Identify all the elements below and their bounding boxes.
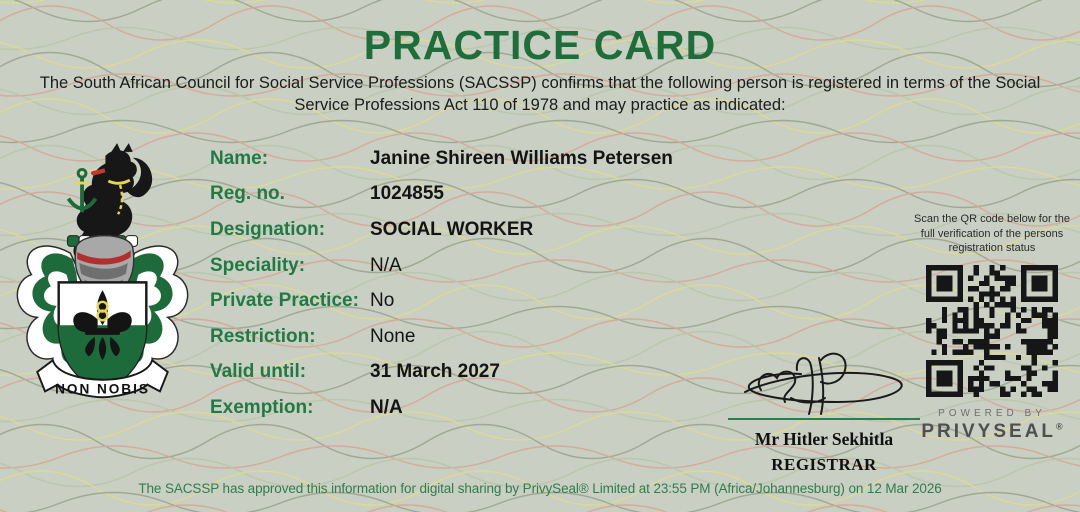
field-label: Designation: — [210, 218, 326, 240]
field-row — [210, 177, 710, 213]
signature-image — [731, 352, 917, 416]
privyseal-wordmark: PRIVYSEAL — [921, 420, 1057, 442]
field-label: Private Practice: — [210, 290, 359, 312]
qr-code — [926, 265, 1058, 397]
field-label: Speciality: — [210, 254, 306, 276]
signature-underline — [728, 418, 920, 420]
field-value: SOCIAL WORKER — [370, 218, 534, 240]
card-subtitle: The South African Council for Social Service Professions (SACSSP) confirms that the following person is registered in terms of the Social Service Professions Act 110 of 1978 and may practice as indicated: — [39, 74, 1041, 114]
qr-instruction-text: Scan the QR code below for the full verification of the persons registration status — [914, 213, 1070, 254]
privyseal-brand — [908, 421, 1076, 443]
registrar-signature-block — [728, 352, 920, 475]
field-label: Reg. no. — [210, 183, 285, 205]
field-row — [210, 141, 710, 177]
field-value: No — [370, 290, 395, 312]
field-row — [210, 319, 710, 355]
field-row — [210, 212, 710, 248]
field-label: Valid until: — [210, 361, 307, 383]
field-row — [210, 355, 710, 391]
field-label: Exemption: — [210, 396, 314, 418]
registrar-name: Mr Hitler Sekhitla — [754, 429, 894, 449]
field-label: Restriction: — [210, 325, 316, 347]
registration-fields — [210, 141, 710, 426]
field-value: Janine Shireen Williams Petersen — [370, 147, 673, 169]
field-value: None — [370, 325, 416, 347]
powered-by-label: POWERED BY — [938, 407, 1046, 419]
registered-mark: ® — [1056, 421, 1063, 432]
approval-footer-text: The SACSSP has approved this information for digital sharing by PrivySeal® Limited at 23:55 PM (Africa/Johannesburg) on 12 Mar 2026 — [138, 481, 942, 496]
verification-panel — [908, 212, 1076, 443]
field-row — [210, 390, 710, 426]
field-value: N/A — [370, 396, 403, 418]
field-value: 1024855 — [370, 183, 444, 205]
field-value: N/A — [370, 254, 402, 276]
motto-text: NON NOBIS — [55, 381, 150, 397]
registrar-title: REGISTRAR — [771, 455, 877, 474]
field-row — [210, 283, 710, 319]
page-title: PRACTICE CARD — [363, 22, 717, 68]
sacssp-crest — [10, 138, 195, 416]
field-value: 31 March 2027 — [370, 361, 500, 383]
field-row — [210, 248, 710, 284]
field-label: Name: — [210, 147, 269, 169]
